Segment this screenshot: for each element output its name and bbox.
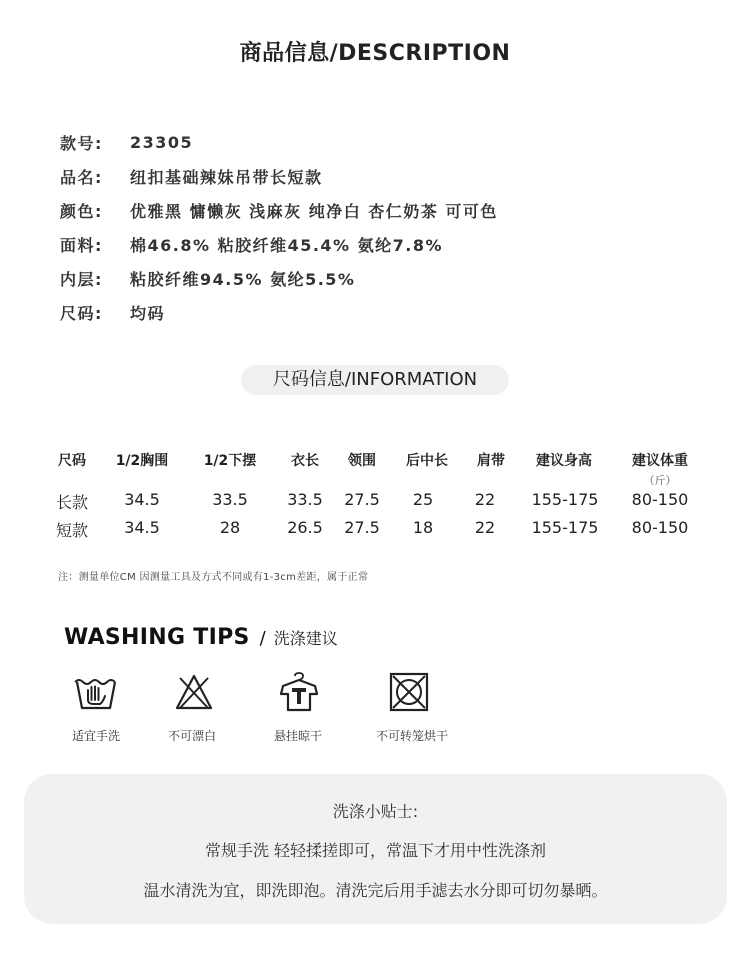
table-header-cell: 衣长 xyxy=(291,453,319,469)
table-cell: 27.5 xyxy=(344,490,380,509)
no-bleach-icon xyxy=(170,672,218,712)
spec-label: 颜色: xyxy=(60,201,103,221)
table-cell: 22 xyxy=(474,518,496,537)
table-cell: 80-150 xyxy=(631,490,689,509)
page-title: 商品信息/DESCRIPTION xyxy=(239,41,511,66)
wash-label-no-bleach: 不可漂白 xyxy=(167,729,217,743)
spec-value: 23305 xyxy=(130,132,194,152)
wash-label-hang-dry: 悬挂晾干 xyxy=(273,729,323,743)
spec-row-lining xyxy=(60,261,498,295)
tips-line: 常规手洗 轻轻揉搓即可，常温下才用中性洗涤剂 xyxy=(204,841,547,860)
table-cell: 155-175 xyxy=(531,518,599,537)
table-header-cell: 建议体重 xyxy=(632,453,688,469)
table-cell: 22 xyxy=(474,490,496,509)
washing-tips-title-en: WASHING TIPS xyxy=(64,625,250,650)
weight-unit-label: （斤） xyxy=(643,474,677,487)
washing-tips-box xyxy=(24,774,727,924)
table-cell: 短款 xyxy=(55,521,89,540)
spec-label: 内层: xyxy=(60,269,103,289)
table-cell: 25 xyxy=(412,490,434,509)
spec-list xyxy=(60,125,498,329)
table-cell: 80-150 xyxy=(631,518,689,537)
washing-tips-title-cn: 洗涤建议 xyxy=(273,629,338,648)
tips-line: 温水清洗为宜，即洗即泡。清洗完后用手滤去水分即可切勿暴晒。 xyxy=(143,881,608,900)
table-header-cell: 后中长 xyxy=(406,453,448,469)
washing-tips-separator: / xyxy=(259,628,266,649)
spec-row-colors xyxy=(60,193,498,227)
table-header-cell: 1/2下摆 xyxy=(203,453,257,469)
table-cell: 33.5 xyxy=(212,490,248,509)
table-header-cell: 领围 xyxy=(348,453,376,469)
spec-label: 尺码: xyxy=(60,303,103,323)
table-cell: 34.5 xyxy=(124,518,160,537)
table-row xyxy=(0,518,750,538)
table-cell: 155-175 xyxy=(531,490,599,509)
table-cell: 33.5 xyxy=(287,490,323,509)
spec-row-product-name xyxy=(60,159,498,193)
spec-value: 棉46.8% 粘胶纤维45.4% 氨纶7.8% xyxy=(130,235,444,255)
spec-value: 均码 xyxy=(130,303,166,323)
spec-label: 面料: xyxy=(60,235,103,255)
spec-value: 纽扣基础辣妹吊带长短款 xyxy=(130,167,323,187)
spec-label: 款号: xyxy=(60,133,103,153)
table-cell: 28 xyxy=(219,518,241,537)
spec-value: 优雅黑 慵懒灰 浅麻灰 纯净白 杏仁奶茶 可可色 xyxy=(130,201,498,221)
washing-tips-heading xyxy=(64,625,338,650)
measurement-note: 注：测量单位CM 因测量工具及方式不同或有1-3cm差距，属于正常 xyxy=(58,572,369,583)
spec-row-size xyxy=(60,295,498,329)
table-cell: 27.5 xyxy=(344,518,380,537)
table-cell: 18 xyxy=(412,518,434,537)
table-cell: 34.5 xyxy=(124,490,160,509)
spec-row-fabric xyxy=(60,227,498,261)
tips-title: 洗涤小贴士: xyxy=(332,802,419,821)
spec-row-style-number xyxy=(60,125,498,159)
table-header-row xyxy=(0,450,750,470)
spec-label: 品名: xyxy=(60,167,103,187)
spec-value: 粘胶纤维94.5% 氨纶5.5% xyxy=(130,269,356,289)
table-header-cell: 建议身高 xyxy=(536,453,592,469)
hang-dry-icon xyxy=(275,672,323,712)
table-cell: 长款 xyxy=(55,493,89,512)
wash-label-hand-wash: 适宜手洗 xyxy=(71,729,121,743)
hand-wash-icon xyxy=(72,672,120,712)
table-cell: 26.5 xyxy=(287,518,323,537)
information-section-header: 尺码信息/INFORMATION xyxy=(241,365,509,395)
table-row xyxy=(0,490,750,510)
wash-label-no-tumble-dry: 不可转笼烘干 xyxy=(375,729,449,743)
no-tumble-dry-icon xyxy=(385,672,433,712)
table-header-cell: 尺码 xyxy=(58,453,86,469)
table-header-cell: 1/2胸围 xyxy=(115,453,169,469)
table-header-cell: 肩带 xyxy=(477,453,505,469)
